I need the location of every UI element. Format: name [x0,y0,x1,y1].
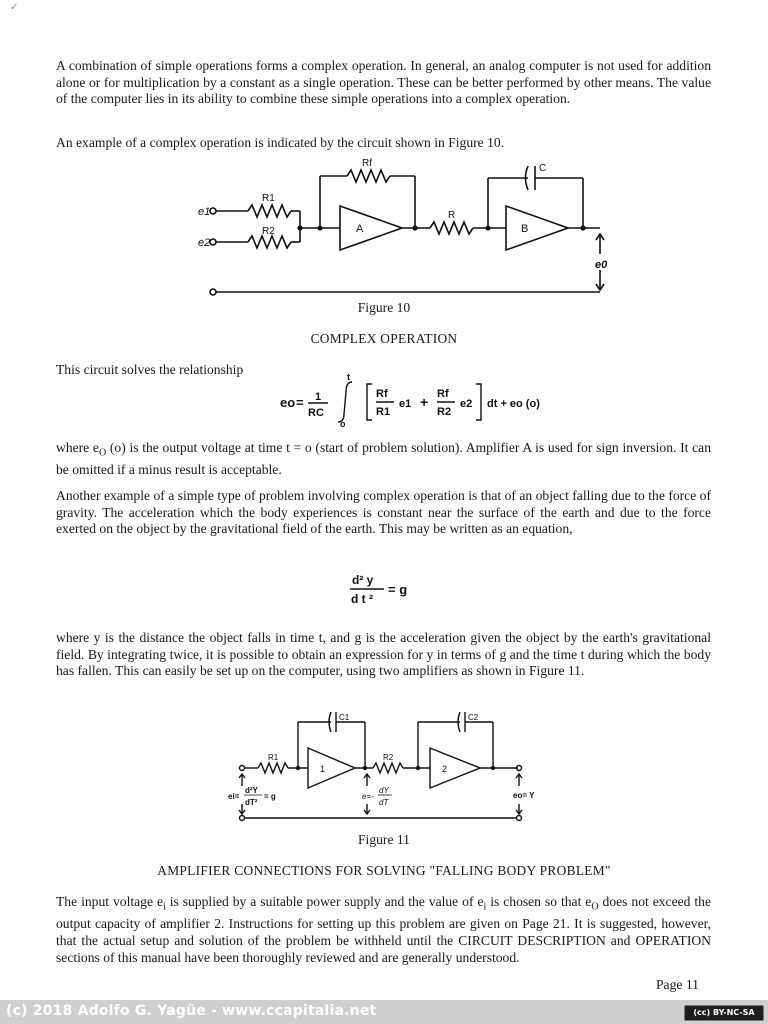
figure-10-caption: Figure 10 [357,300,411,315]
paragraph-eo-explanation: where $e_O$ (o) is the output voltage at time t = o (start of problem solution). Amplifier A is used for sign inversion. It can be omitted if a minus result is acceptable. [56,440,712,478]
figure-11-caption: Figure 11 [358,832,410,847]
eq-term2-den: R2 [437,406,452,418]
label-c: C [539,163,547,174]
e1-terminal [210,208,216,214]
fig11-label-r1: R1 [268,753,279,762]
figure-11-circuit [228,706,538,830]
fig11-r1-resistor [258,763,288,773]
label-rf: Rf [362,158,372,169]
eq-plus: + [420,394,429,410]
eq2-rhs: = g [388,582,408,597]
r1-resistor [248,205,291,217]
figure-10-heading: COMPLEX OPERATION [310,331,458,346]
eq2-num: d² y [352,573,374,587]
eq-term1-num: Rf [376,388,388,400]
fig11-amplifier-2 [430,748,480,788]
fig11-label-c2: C2 [468,713,479,722]
eq-term2-var: e2 [460,398,473,410]
equation-acceleration [346,570,426,610]
rf-resistor [347,170,390,182]
fig11-label-amp1: 1 [320,764,326,774]
fig11-r2-resistor [373,763,403,773]
figure-11-heading: AMPLIFIER CONNECTIONS FOR SOLVING "FALLING BODY PROBLEM" [157,863,611,878]
paragraph-integration: where y is the distance the object falls in time t, and g is the acceleration given the object by the earth's gravitational field. By integrating twice, it is possible to obtain an expression for y in terms of g and the time t during which the body has fallen. This can easily be set up on the computer, using two amplifiers as shown in Figure 11. [56,630,711,679]
paragraph-falling-object: Another example of a simple type of problem involving complex operation is that of an object falling due to the force of gravity. The acceleration which the body experiences is constant near the surface of the earth and due to the force exerted on the object by the gravitational field of the earth. This may be written as an equation, [56,488,711,537]
eq-frac-den: RC [308,407,324,419]
fig11-label-ei: ei= [228,792,240,801]
svg-text:=: = [296,395,304,410]
eq2-den: d t ² [351,592,373,606]
eq-term2-num: Rf [437,388,449,400]
fig11-label-eo: eo= Y [513,791,535,800]
eq-lhs: eo [280,395,296,410]
label-r: R [448,210,456,221]
label-amp-a: A [356,223,364,235]
eq-term1-var: e1 [399,398,412,410]
fig11-label-ei-rhs: = g [264,792,276,801]
fig11-label-ei-den: dT² [245,798,258,807]
eq-tail: dt + eo (o) [487,398,540,410]
footer-bar [0,1000,768,1024]
label-e1: e1 [198,206,211,218]
amplifier-b [506,206,568,250]
eq-term1-den: R1 [376,406,391,418]
r2-resistor [248,236,291,248]
fig11-label-r2: R2 [383,753,394,762]
fig11-label-e-mid-den: dT [379,798,389,807]
e2-terminal [210,239,216,245]
fig11-label-e-mid-num: dY [379,786,389,795]
r-resistor [430,222,473,234]
eq-upper: t [347,372,350,382]
integral-sign [338,382,352,422]
label-r2: R2 [262,226,275,237]
label-e0: e0 [595,259,608,271]
figure-10-circuit [190,158,620,303]
paragraph-figure10-ref: An example of a complex operation is indicated by the circuit shown in Figure 10. [56,135,505,150]
amplifier-a [340,206,402,250]
page-number: Page 11 [656,977,699,992]
fig11-label-e-mid: e=- [362,792,374,801]
fig11-label-c1: C1 [339,713,350,722]
paragraph-relationship: This circuit solves the relationship [56,362,244,377]
cc-license-badge[interactable]: (cc) BY-NC-SA [684,1005,764,1021]
fig11-label-amp2: 2 [442,764,448,774]
label-amp-b: B [521,223,529,235]
eq-lower: o [340,419,346,429]
label-r1: R1 [262,193,275,204]
footer-copyright: (c) 2018 Adolfo G. Yagüe - www.ccapitalia.net [6,1003,377,1019]
fig11-amplifier-1 [308,748,355,788]
equation-integral [280,372,570,430]
label-e2: e2 [198,237,211,249]
corner-mark: ✓ [10,2,19,13]
paragraph-intro: A combination of simple operations forms a complex operation. In general, an analog computer is not used for addition alone or for multiplication by a constant as a single operation. These can be better performed by other means. The value of the computer lies in its ability to combine these simple operations into a complex operation. [56,58,711,107]
paragraph-input-voltage: The input voltage $e_i$ is supplied by a suitable power supply and the value of $e_i$ is chosen so that $e_O$ does not exceed the output capacity of amplifier 2. Instructions for setting up this problem are given on Page 21. It is suggested, however, that the actual setup and solution of the problem be withheld until the CIRCUIT DESCRIPTION and OPERATION sections of this manual have been thoroughly reviewed and are generally understood. [56,894,712,965]
fig11-label-ei-num: d²Y [245,786,258,795]
eq-frac-num: 1 [315,391,322,403]
